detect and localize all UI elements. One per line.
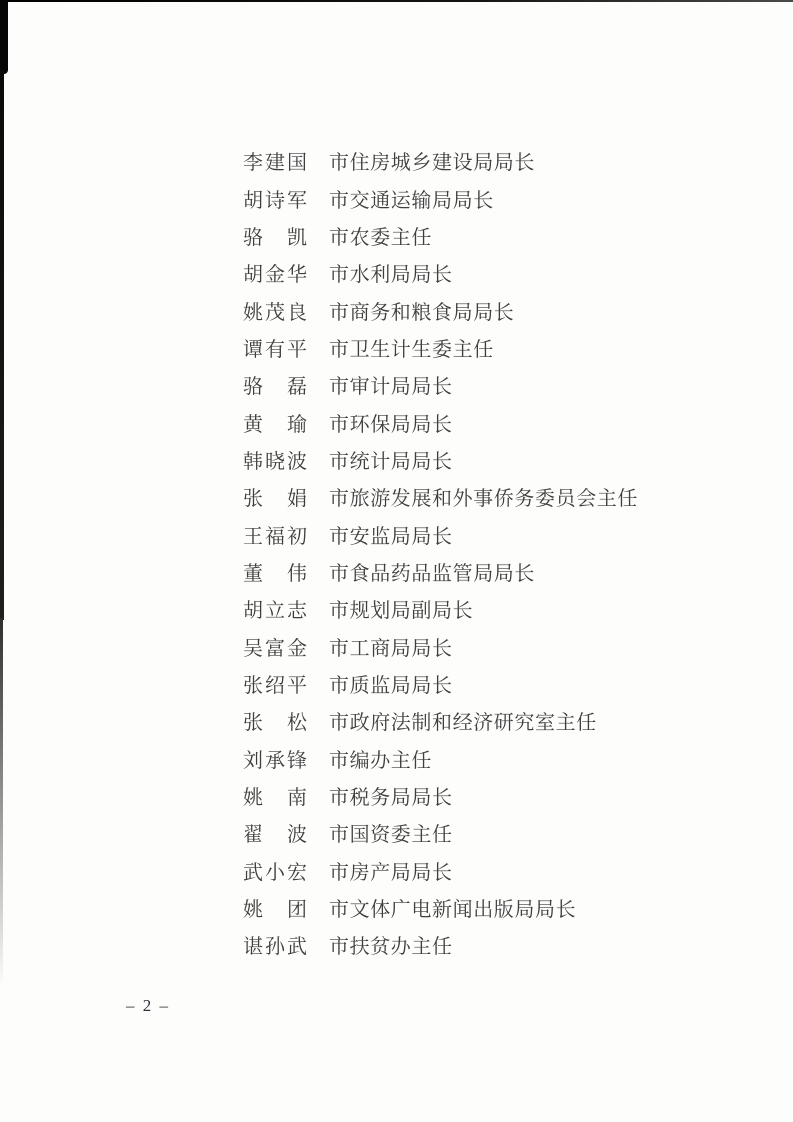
roster-row	[243, 740, 638, 777]
person-title: 市审计局局长	[329, 376, 453, 399]
person-name: 胡立志	[243, 600, 309, 623]
person-name: 胡金华	[243, 264, 309, 287]
roster-row	[243, 553, 638, 590]
person-name: 谌孙武	[243, 936, 309, 959]
person-name: 黄 瑜	[243, 413, 309, 436]
roster-row	[243, 254, 638, 291]
person-title: 市税务局局长	[329, 787, 453, 810]
roster-row	[243, 291, 638, 328]
person-title: 市质监局局长	[329, 674, 453, 697]
roster-row	[243, 777, 638, 814]
person-name: 张 松	[243, 712, 309, 735]
roster-row	[243, 590, 638, 627]
person-name: 武小宏	[243, 861, 309, 884]
person-name: 韩晓波	[243, 450, 309, 473]
scan-artifact-left-edge	[0, 618, 3, 988]
roster-row	[243, 441, 638, 478]
scan-artifact-top-edge	[0, 0, 793, 2]
roster-row	[243, 478, 638, 515]
person-title: 市房产局局长	[329, 861, 453, 884]
roster-row	[243, 366, 638, 403]
person-title: 市水利局局长	[329, 264, 453, 287]
person-title: 市旅游发展和外事侨务委员会主任	[329, 488, 638, 511]
scan-artifact-left-edge	[0, 0, 8, 74]
person-title: 市工商局局长	[329, 637, 453, 660]
person-name: 王福初	[243, 525, 309, 548]
person-title: 市编办主任	[329, 749, 432, 772]
page-number: – 2 –	[126, 996, 170, 1015]
person-title: 市住房城乡建设局局长	[329, 152, 535, 175]
roster-row	[243, 217, 638, 254]
person-name: 张绍平	[243, 674, 309, 697]
roster-row	[243, 179, 638, 216]
person-title: 市卫生计生委主任	[329, 338, 494, 361]
person-title: 市环保局局长	[329, 413, 453, 436]
roster-row	[243, 515, 638, 552]
person-title: 市扶贫办主任	[329, 936, 453, 959]
person-name: 刘承锋	[243, 749, 309, 772]
person-title: 市商务和粮食局局长	[329, 301, 515, 324]
person-name: 董 伟	[243, 562, 309, 585]
roster-row	[243, 926, 638, 963]
person-name: 姚茂良	[243, 301, 309, 324]
roster-row	[243, 142, 638, 179]
person-name: 姚 团	[243, 899, 309, 922]
person-name: 胡诗军	[243, 189, 309, 212]
person-name: 骆 磊	[243, 376, 309, 399]
person-name: 骆 凯	[243, 226, 309, 249]
roster-row	[243, 702, 638, 739]
person-name: 张 娟	[243, 488, 309, 511]
person-title: 市食品药品监管局局长	[329, 562, 535, 585]
person-title: 市国资委主任	[329, 824, 453, 847]
roster-row	[243, 665, 638, 702]
roster-row	[243, 627, 638, 664]
person-title: 市政府法制和经济研究室主任	[329, 712, 597, 735]
person-name: 翟 波	[243, 824, 309, 847]
person-title: 市安监局局长	[329, 525, 453, 548]
roster-row	[243, 329, 638, 366]
roster-row	[243, 403, 638, 440]
person-title: 市统计局局长	[329, 450, 453, 473]
person-name: 姚 南	[243, 787, 309, 810]
person-title: 市文体广电新闻出版局局长	[329, 899, 577, 922]
person-name: 吴富金	[243, 637, 309, 660]
person-title: 市交通运输局局长	[329, 189, 494, 212]
scan-artifact-left-edge	[0, 70, 4, 620]
roster-row	[243, 852, 638, 889]
person-title: 市农委主任	[329, 226, 432, 249]
roster-row	[243, 814, 638, 851]
person-name: 谭有平	[243, 338, 309, 361]
roster-list	[243, 142, 638, 964]
person-name: 李建国	[243, 152, 309, 175]
roster-row	[243, 889, 638, 926]
person-title: 市规划局副局长	[329, 600, 474, 623]
